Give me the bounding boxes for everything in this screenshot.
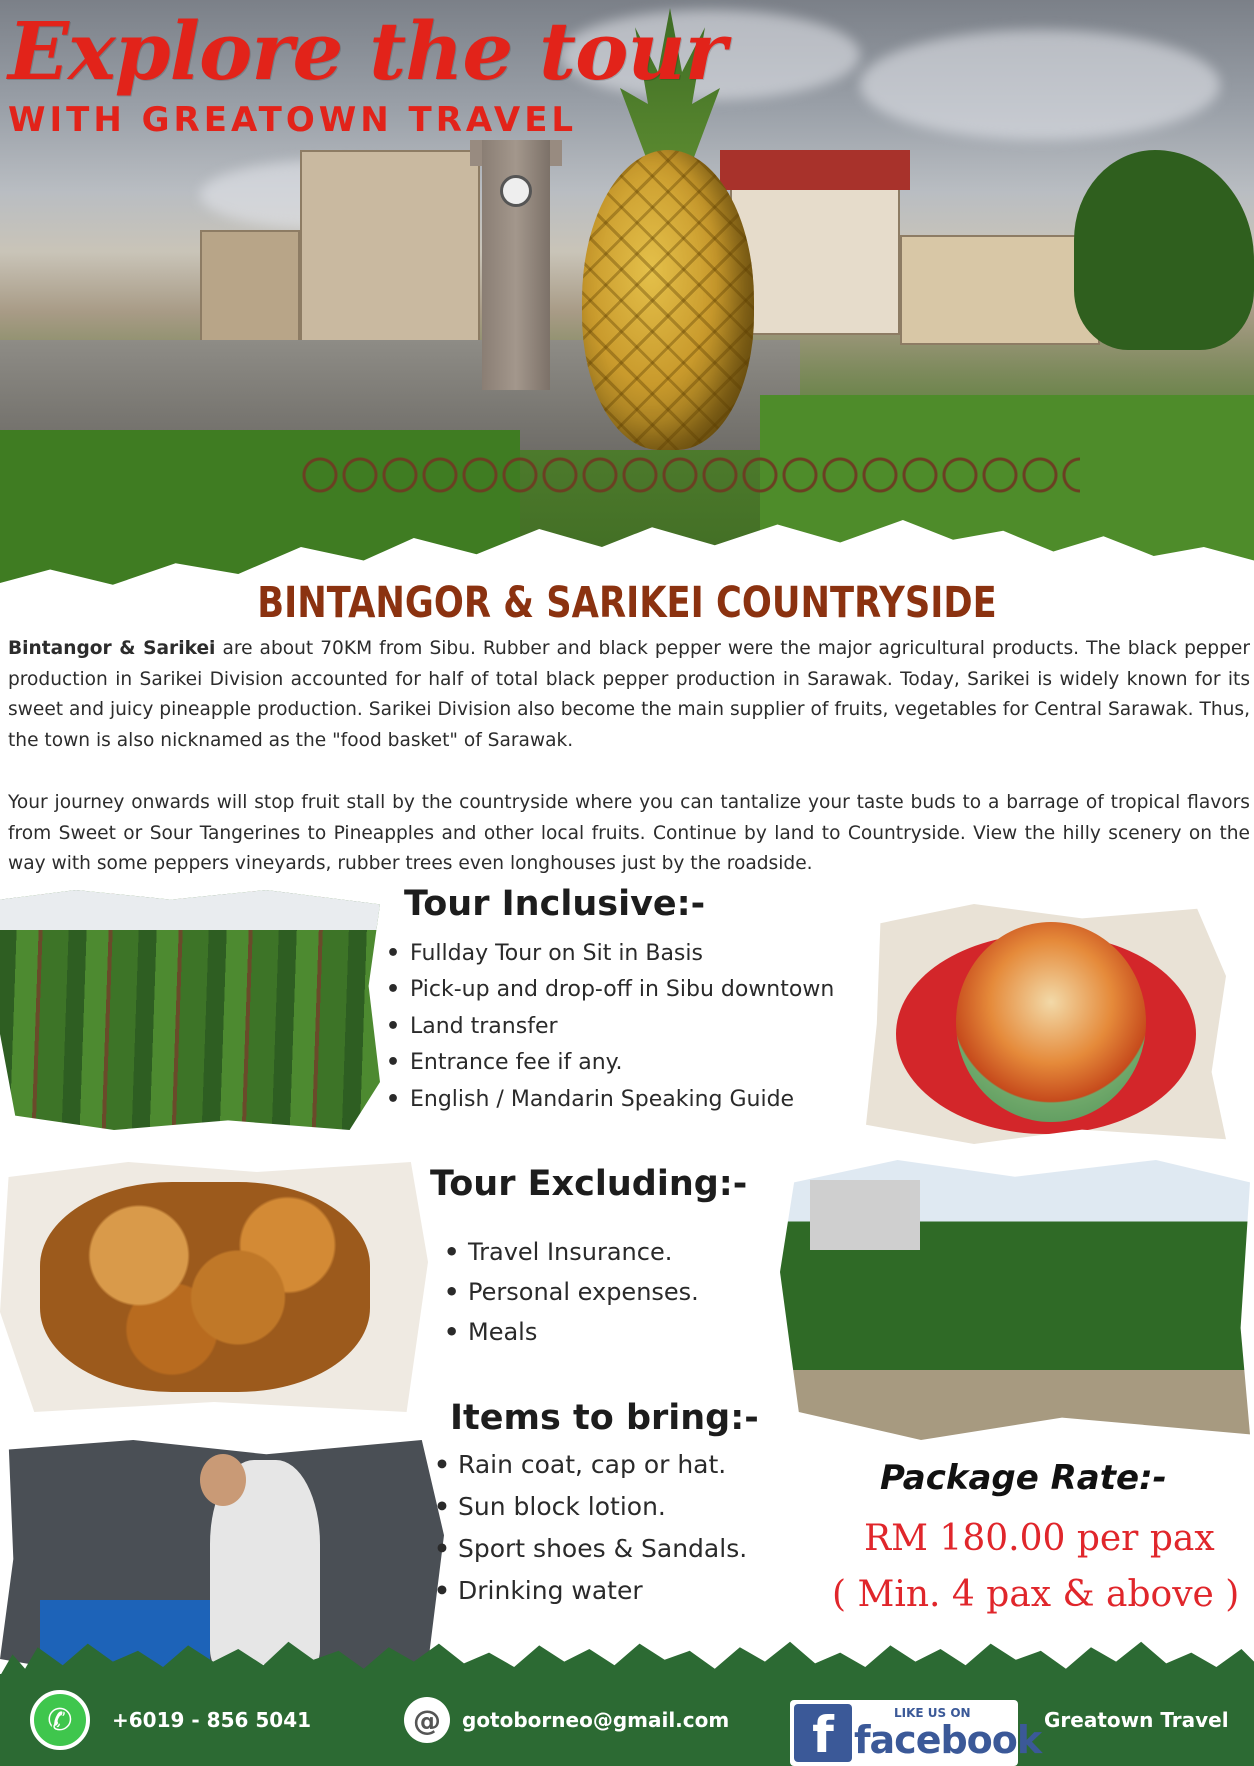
- list-item: • Meals: [444, 1312, 699, 1352]
- phone-number: +6019 - 856 5041: [112, 1708, 312, 1732]
- intro-paragraph-1-text: are about 70KM from Sibu. Rubber and black pepper were the major agricultural products. The black pepper production in Sarikei Division accounted for half of total black pepper production in Sarawak. Today, Sarikei is widely known for its sweet and juicy pineapple production. Sarikei Division also become the main supplier of fruits, vegetables for Central Sarawak. Thus, the town is also nicknamed as the "food basket" of Sarawak.: [8, 638, 1250, 751]
- list-item: • Travel Insurance.: [444, 1232, 699, 1272]
- email-address: gotoborneo@gmail.com: [462, 1708, 730, 1732]
- list-item: • Drinking water: [434, 1570, 747, 1612]
- items-to-bring-list: [434, 1444, 747, 1612]
- footer-phone[interactable]: [30, 1674, 311, 1766]
- footer-brand: [1044, 1674, 1229, 1766]
- list-item: • Sun block lotion.: [434, 1486, 747, 1528]
- package-rate-title: Package Rate:-: [880, 1458, 1167, 1498]
- list-item: • English / Mandarin Speaking Guide: [386, 1082, 834, 1118]
- list-item: • Pick-up and drop-off in Sibu downtown: [386, 972, 834, 1008]
- headline: Explore the tour: [8, 4, 726, 98]
- excluding-title: Tour Excluding:-: [430, 1164, 748, 1204]
- intro-paragraph-1: [8, 634, 1250, 756]
- pepper-farm-visitors-photo: [780, 1160, 1250, 1440]
- facebook-wordmark: facebook: [854, 1718, 1042, 1762]
- whatsapp-icon: ✆: [30, 1690, 90, 1750]
- crab-dish-photo: [866, 904, 1226, 1144]
- facebook-like-text: LIKE US ON: [894, 1706, 971, 1720]
- inclusive-list: [386, 936, 834, 1118]
- fried-dish-photo: [0, 1162, 428, 1412]
- list-item: • Rain coat, cap or hat.: [434, 1444, 747, 1486]
- inclusive-title: Tour Inclusive:-: [404, 884, 706, 924]
- facebook-icon: f: [794, 1704, 852, 1762]
- list-item: • Personal expenses.: [444, 1272, 699, 1312]
- local-cook-photo: [0, 1440, 444, 1678]
- footer-email[interactable]: [404, 1674, 729, 1766]
- intro-bold-lead: Bintangor & Sarikei: [8, 638, 216, 659]
- subheadline: WITH GREATOWN TRAVEL: [8, 100, 578, 140]
- package-rate-value: RM 180.00 per pax: [864, 1518, 1215, 1559]
- package-rate-minimum: ( Min. 4 pax & above ): [832, 1574, 1240, 1615]
- excluding-list: [444, 1232, 699, 1352]
- list-item: • Entrance fee if any.: [386, 1045, 834, 1081]
- list-item: • Sport shoes & Sandals.: [434, 1528, 747, 1570]
- list-item: • Land transfer: [386, 1009, 834, 1045]
- pepper-vineyard-photo: [0, 890, 380, 1130]
- items-to-bring-title: Items to bring:-: [450, 1398, 759, 1438]
- intro-paragraph-2: Your journey onwards will stop fruit stall by the countryside where you can tantalize your taste buds to a barrage of tropical flavors from Sweet or Sour Tangerines to Pineapples and other local fruits. Continue by land to Countryside. View the hilly scenery on the way with some peppers vineyards, rubber trees even longhouses just by the roadside.: [8, 792, 1250, 874]
- at-sign-icon: @: [404, 1697, 450, 1743]
- page-title: BINTANGOR & SARIKEI COUNTRYSIDE: [257, 578, 997, 628]
- footer: [0, 1674, 1254, 1766]
- list-item: • Fullday Tour on Sit in Basis: [386, 936, 834, 972]
- brand-name: Greatown Travel: [1044, 1708, 1229, 1732]
- footer-grass-edge: [0, 1640, 1254, 1676]
- facebook-badge[interactable]: [790, 1700, 1042, 1766]
